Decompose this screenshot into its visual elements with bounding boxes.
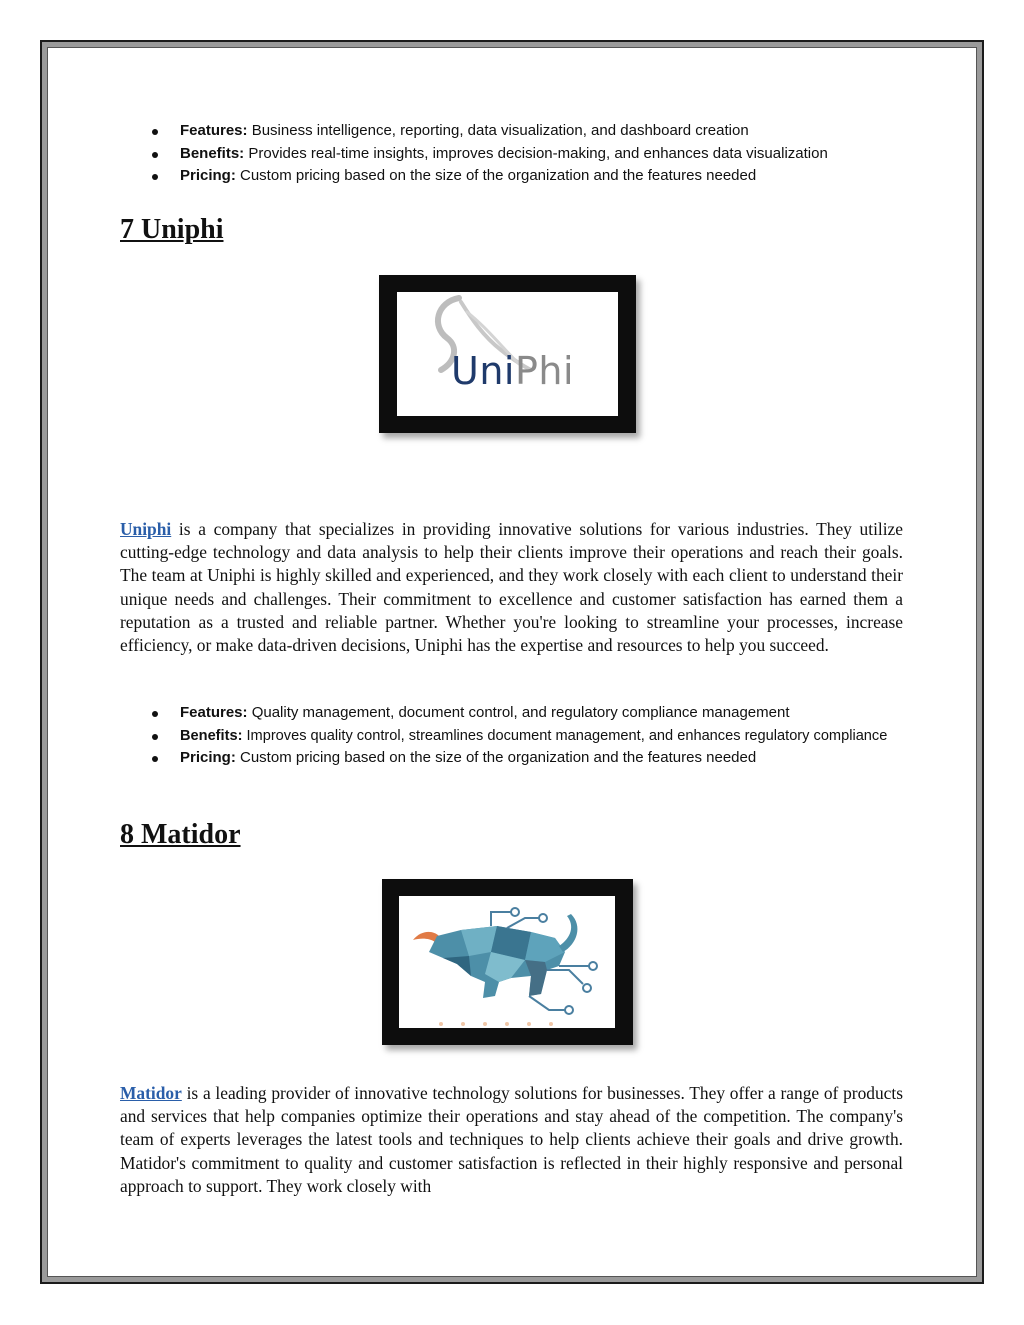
list-item — [120, 702, 910, 725]
list-item — [120, 143, 910, 166]
uniphi-link[interactable]: Uniphi — [120, 519, 172, 539]
uniphi-logo — [397, 292, 618, 416]
section-heading-uniphi: 7 Uniphi — [120, 214, 224, 245]
list-item — [120, 747, 910, 770]
uniphi-feature-list — [120, 702, 910, 770]
bullet-text: Provides real-time insights, improves decision-making, and enhances data visualization — [244, 144, 828, 162]
section-heading-matidor: 8 Matidor — [120, 819, 241, 850]
bullet-label: Features: — [180, 122, 248, 139]
bullet-text: Business intelligence, reporting, data visualization, and dashboard creation — [247, 122, 749, 139]
bullet-text: Custom pricing based on the size of the organization and the features needed — [235, 749, 757, 766]
bullet-text: Improves quality control, streamlines document management, and enhances regulatory compliance — [242, 727, 888, 744]
list-item — [120, 165, 910, 188]
bull-icon — [399, 896, 615, 1028]
bullet-icon — [152, 734, 158, 740]
bullet-icon — [152, 756, 158, 762]
bullet-text: Custom pricing based on the size of the organization and the features needed — [235, 167, 757, 184]
matidor-logo — [399, 896, 615, 1028]
list-item — [120, 120, 910, 143]
bullet-icon — [152, 129, 158, 135]
uniphi-logo-frame — [379, 275, 636, 433]
matidor-logo-frame — [382, 879, 633, 1045]
list-item — [120, 725, 910, 748]
top-feature-list — [120, 120, 910, 188]
bullet-icon — [152, 174, 158, 180]
bullet-label: Benefits: — [180, 727, 243, 744]
matidor-link[interactable]: Matidor — [120, 1083, 182, 1103]
bullet-label: Pricing: — [180, 749, 236, 766]
bullet-text: Quality management, document control, and regulatory compliance management — [247, 704, 790, 721]
bullet-label: Benefits: — [180, 144, 245, 162]
bullet-label: Pricing: — [180, 167, 236, 184]
uniphi-description: Uniphi is a company that specializes in providing innovative solutions for various industries. They utilize cutting-edge technology and data analysis to help their clients improve their operations and reach their goals. The team at Uniphi is highly skilled and experienced, and they work closely with each client to understand their unique needs and challenges. Their commitment to excellence and customer satisfaction has earned them a reputation as a trusted and reliable partner. Whether you're looking to streamline your processes, increase efficiency, or make data-driven decisions, Uniphi has the expertise and resources to help you succeed. — [120, 519, 903, 656]
bullet-icon — [152, 152, 158, 158]
bullet-label: Features: — [180, 704, 248, 721]
bullet-icon — [152, 711, 158, 717]
matidor-description: Matidor is a leading provider of innovative technology solutions for businesses. They offer a range of products and services that help companies optimize their operations and stay ahead of the competition. The company's team of experts leverages the latest tools and techniques to help clients achieve their goals and drive growth. Matidor's commitment to quality and customer satisfaction is reflected in their highly responsive and personal approach to support. They work closely with — [120, 1083, 903, 1196]
uniphi-wordmark: UniPhi — [451, 349, 575, 393]
